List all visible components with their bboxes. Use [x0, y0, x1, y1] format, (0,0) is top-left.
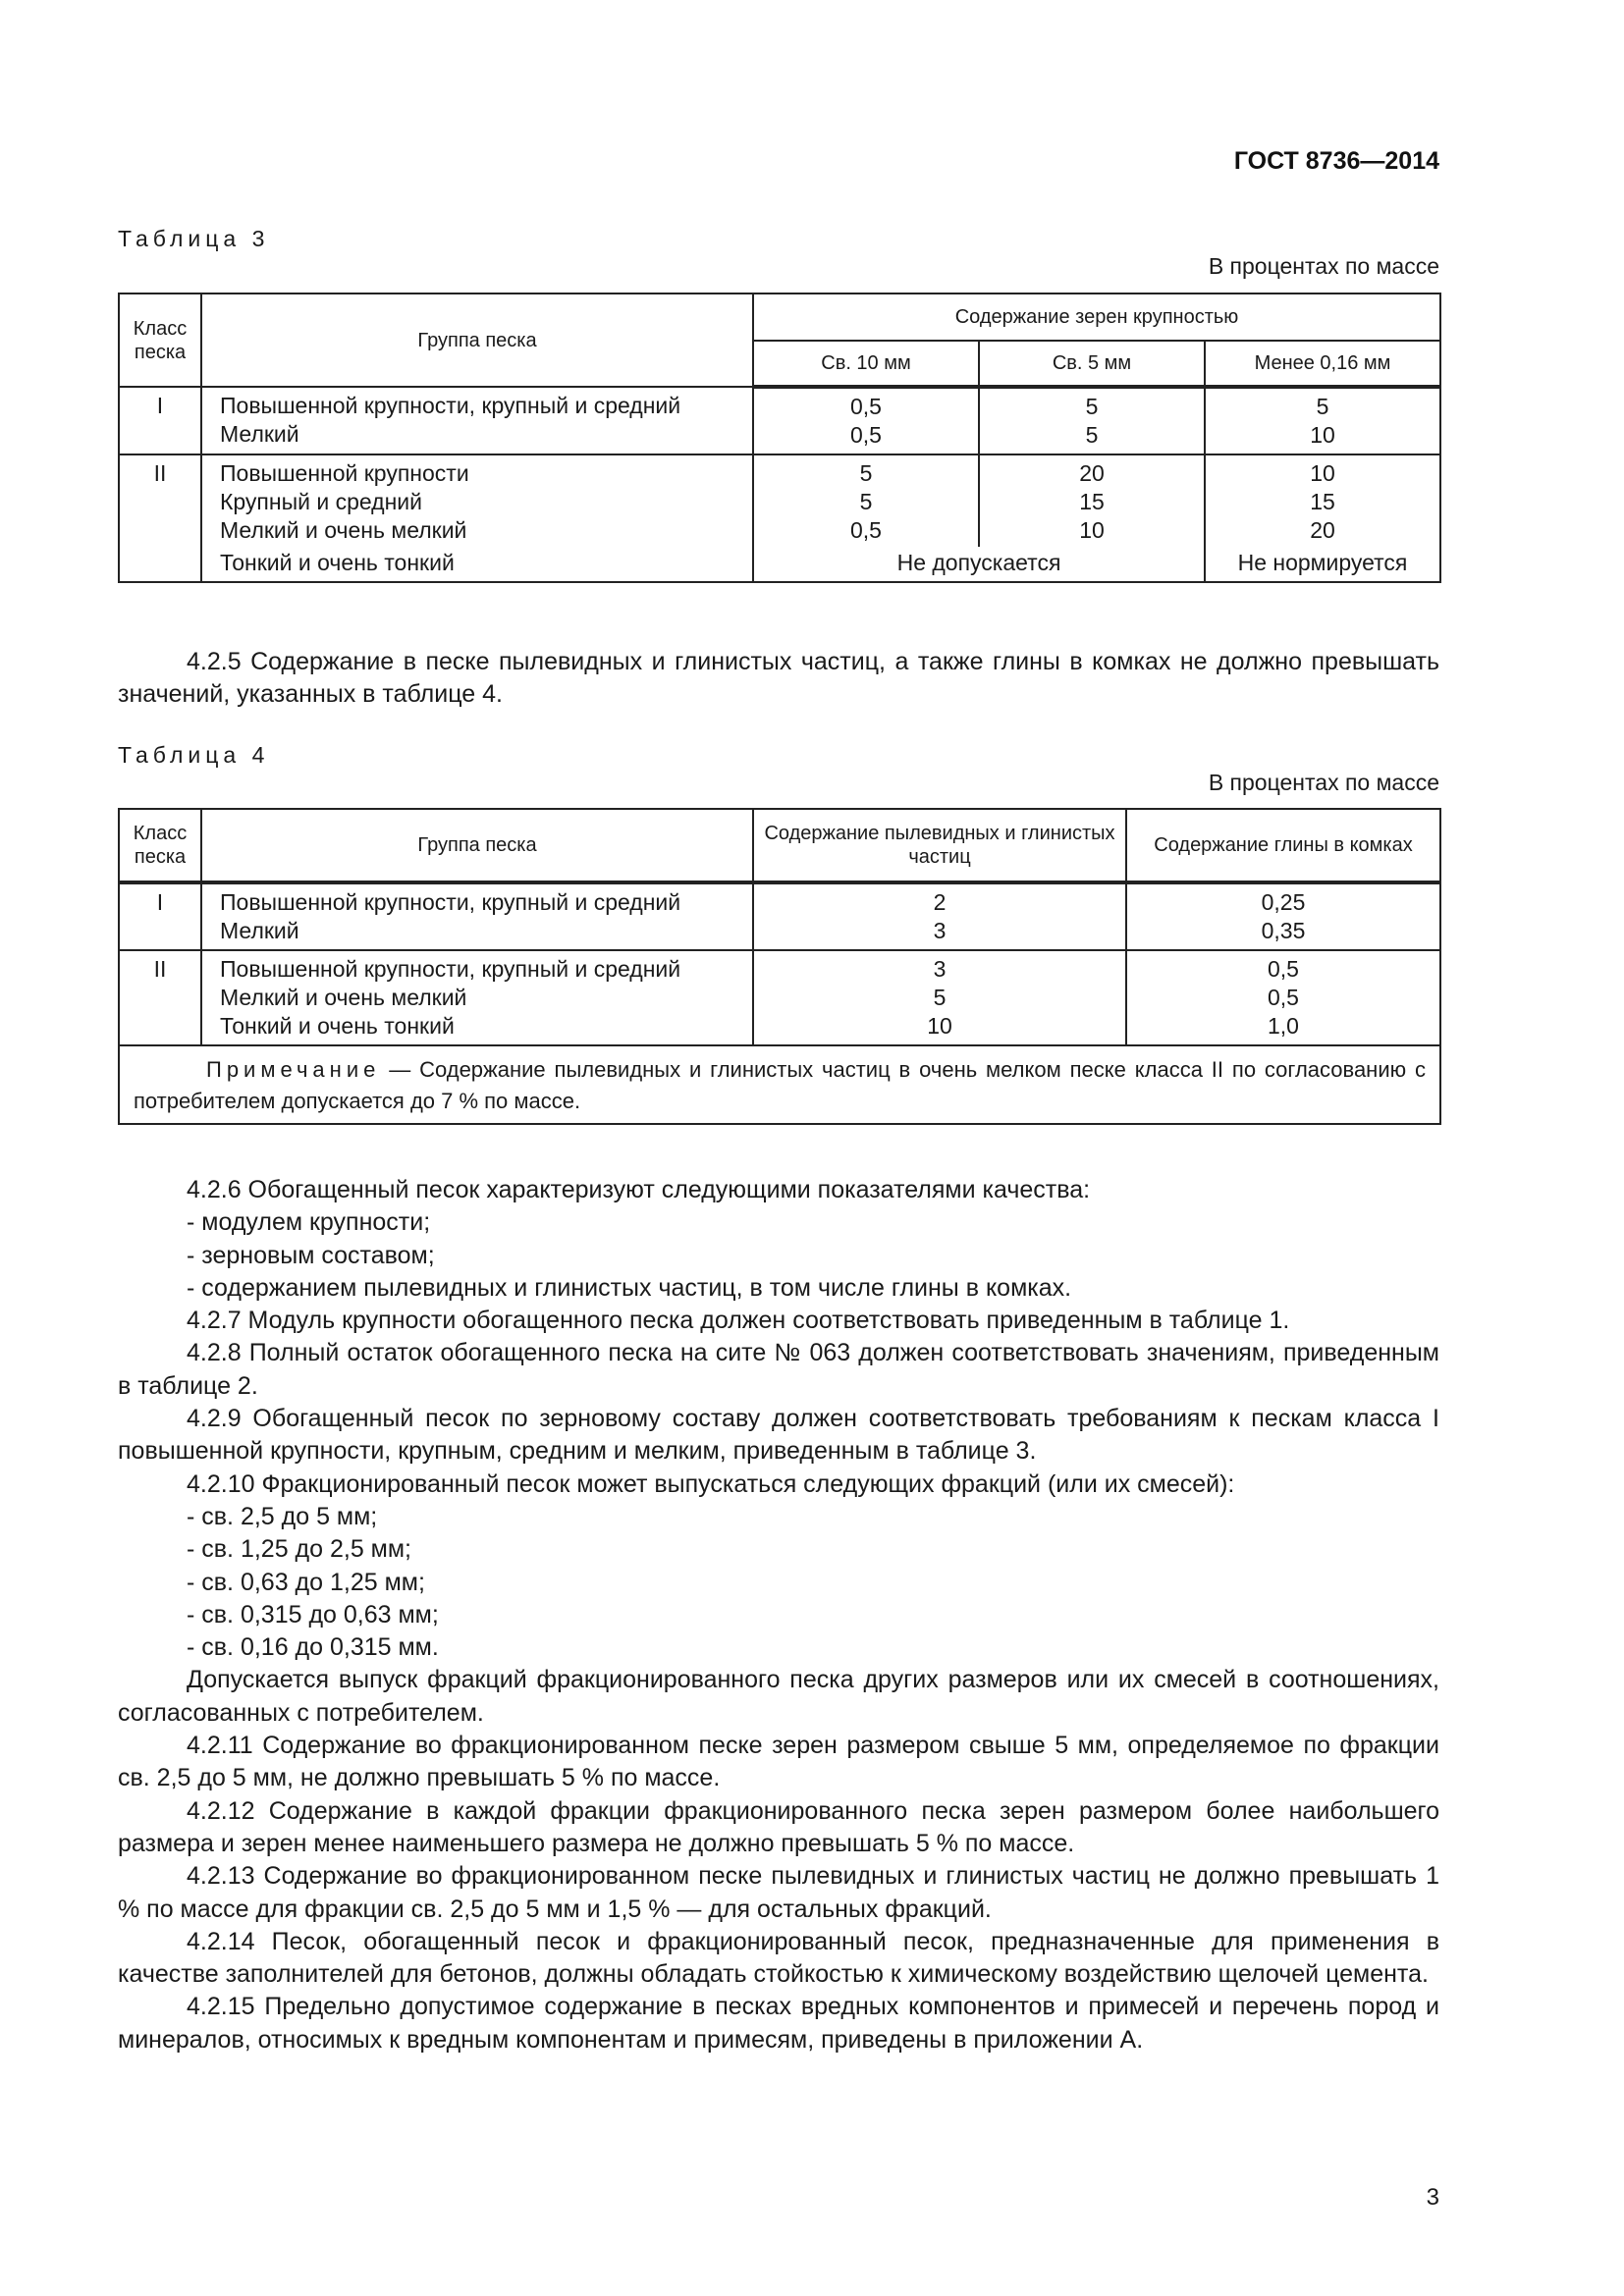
list-item: - зерновым составом; [187, 1241, 435, 1269]
table3-unit-note: В процентах по массе [1208, 253, 1439, 279]
list-item: - св. 1,25 до 2,5 мм; [187, 1535, 412, 1564]
value-cell: 0,5 [1268, 985, 1299, 1010]
group-label: Мелкий [220, 421, 299, 447]
paragraph-4-2-7: 4.2.7 Модуль крупности обогащенного песка должен соответствовать приведенным в таблице 1. [187, 1307, 1290, 1335]
table4-unit-note: В процентах по массе [1208, 770, 1439, 795]
paragraph-4-2-9: 4.2.9 Обогащенный песок по зерновому составу должен соответствовать требованиям к пескам класса I повышенной крупности, крупным, средним и мелким, приведенным в таблице 3. [118, 1405, 1439, 1466]
note-label: Примечание [206, 1057, 381, 1082]
value-cell: 10 [1310, 422, 1335, 448]
paragraph-4-2-13: 4.2.13 Содержание во фракционированном песке пылевидных и глинистых частиц не должно превышать 1 % по массе для фракции св. 2,5 до 5 мм и 1,5 % — для остальных фракций. [118, 1862, 1439, 1923]
paragraph-4-2-11: 4.2.11 Содержание во фракционированном песке зерен размером свыше 5 мм, определяемое по фракции св. 2,5 до 5 мм, не должно превышать 5 % по массе. [118, 1732, 1439, 1792]
group-label: Мелкий [220, 918, 299, 943]
value-cell: 3 [933, 956, 947, 982]
page-number: 3 [1426, 2184, 1439, 2211]
table3 [118, 293, 1441, 583]
list-item: - св. 0,315 до 0,63 мм; [187, 1600, 439, 1629]
value-cell: 5 [859, 460, 873, 486]
paragraph-4-2-10-note: Допускается выпуск фракций фракционированного песка других размеров или их смесей в соотношениях, согласованных с потребителем. [118, 1666, 1439, 1727]
class-label: II [153, 956, 167, 982]
value-cell: 10 [1310, 460, 1335, 486]
table4-header-group: Группа песка [201, 809, 753, 882]
value-cell: 5 [933, 985, 947, 1010]
group-label: Крупный и средний [220, 489, 422, 514]
table4-header-clay: Содержание глины в комках [1126, 809, 1440, 882]
document-header: ГОСТ 8736—2014 [1233, 147, 1439, 175]
list-item: - св. 0,16 до 0,315 мм. [187, 1633, 439, 1662]
table4-caption: Таблица 4 [118, 742, 270, 768]
note-text: — Содержание пылевидных и глинистых частиц в очень мелком песке класса II по согласованию с потребителем допускается до 7 % по массе. [134, 1057, 1426, 1113]
table3-header-group: Группа песка [201, 294, 753, 387]
table-row [119, 950, 1440, 1045]
value-cell: 15 [1079, 489, 1105, 514]
table4-header-dust: Содержание пылевидных и глинистых частиц [753, 809, 1126, 882]
list-item: - модулем крупности; [187, 1208, 431, 1237]
value-cell: 0,5 [850, 394, 882, 419]
table4-note [119, 1045, 1440, 1124]
group-label: Мелкий и очень мелкий [220, 517, 467, 543]
value-cell: 5 [1085, 394, 1099, 419]
merged-value-cell: Не допускается [896, 550, 1061, 575]
paragraph-4-2-14: 4.2.14 Песок, обогащенный песок и фракционированный песок, предназначенные для применения в качестве заполнителей для бетонов, должны обладать стойкостью к химическому воздействию щелочей цемента. [118, 1927, 1439, 1989]
value-cell: 1,0 [1268, 1013, 1299, 1039]
value-cell: 5 [859, 489, 873, 514]
value-cell: 5 [1085, 422, 1099, 448]
paragraph-4-2-6: 4.2.6 Обогащенный песок характеризуют следующими показателями качества: [187, 1176, 1091, 1203]
group-label: Повышенной крупности [220, 460, 469, 486]
value-cell: 0,25 [1261, 889, 1306, 915]
table-row [119, 882, 1440, 950]
list-item: - содержанием пылевидных и глинистых частиц, в том числе глины в комках. [187, 1273, 1072, 1302]
value-cell: 2 [933, 889, 947, 915]
group-label: Мелкий и очень мелкий [220, 985, 467, 1010]
value-cell: 0,5 [850, 422, 882, 448]
value-cell: 0,5 [1268, 956, 1299, 982]
table3-header-col1: Св. 10 мм [753, 341, 979, 387]
paragraph-4-2-5: 4.2.5 Содержание в песке пылевидных и глинистых частиц, а также глины в комках не должно превышать значений, указанных в таблице 4. [118, 648, 1439, 709]
value-cell: 20 [1079, 460, 1105, 486]
paragraph-4-2-10: 4.2.10 Фракционированный песок может выпускаться следующих фракций (или их смесей): [187, 1469, 1235, 1498]
value-cell: 0,5 [850, 517, 882, 543]
table4 [118, 808, 1441, 1125]
class-label: I [156, 393, 164, 418]
table3-header-col3: Менее 0,16 мм [1205, 341, 1440, 387]
table3-caption: Таблица 3 [118, 226, 270, 251]
table-row [119, 547, 1440, 582]
group-label: Повышенной крупности, крупный и средний [220, 956, 681, 982]
table3-header-col2: Св. 5 мм [979, 341, 1205, 387]
value-cell: 0,35 [1261, 918, 1306, 943]
value-cell: 20 [1310, 517, 1335, 543]
group-label: Повышенной крупности, крупный и средний [220, 393, 681, 418]
value-cell: 3 [933, 918, 947, 943]
class-label: I [156, 889, 164, 915]
group-label: Повышенной крупности, крупный и средний [220, 889, 681, 915]
class-label: II [153, 460, 167, 486]
value-cell: 10 [927, 1013, 952, 1039]
table3-header-content: Содержание зерен крупностью [753, 294, 1440, 341]
table-note-row [119, 1045, 1440, 1124]
paragraph-4-2-8: 4.2.8 Полный остаток обогащенного песка на сите № 063 должен соответствовать значениям, приведенным в таблице 2. [118, 1339, 1439, 1400]
body-text [118, 1174, 1439, 2056]
value-cell: 15 [1310, 489, 1335, 514]
paragraph-4-2-12: 4.2.12 Содержание в каждой фракции фракционированного песка зерен размером более наибольшего размера и зерен менее наименьшего размера не должно превышать 5 % по массе. [118, 1796, 1439, 1857]
list-item: - св. 2,5 до 5 мм; [187, 1502, 378, 1530]
table4-header-class: Класс песка [119, 809, 201, 882]
group-label: Тонкий и очень тонкий [220, 550, 455, 575]
table3-header-class: Класс песка [119, 294, 201, 387]
group-label: Тонкий и очень тонкий [220, 1013, 455, 1039]
paragraph-4-2-15: 4.2.15 Предельно допустимое содержание в песках вредных компонентов и примесей и перечень пород и минералов, относимых к вредным компонентам и примесям, приведены в приложении А. [118, 1993, 1439, 2054]
list-item: - св. 0,63 до 1,25 мм; [187, 1568, 425, 1596]
value-cell: Не нормируется [1237, 550, 1408, 575]
table-row [119, 387, 1440, 454]
value-cell: 5 [1316, 394, 1329, 419]
table-row [119, 454, 1440, 547]
value-cell: 10 [1079, 517, 1105, 543]
